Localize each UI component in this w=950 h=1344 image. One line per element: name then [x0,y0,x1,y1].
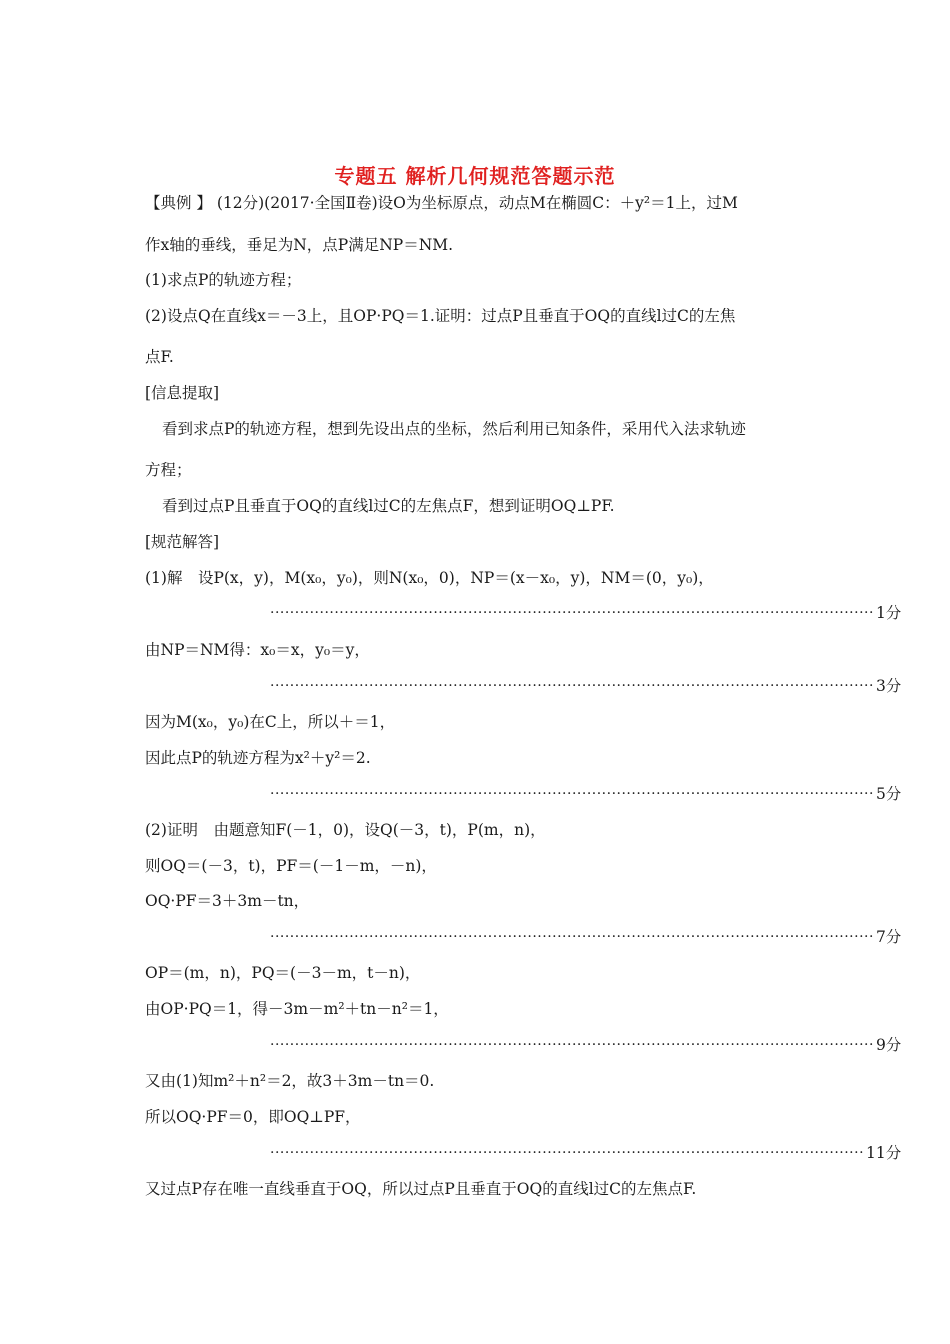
section-heading-info: [信息提取] [145,384,220,402]
score-marker: ·························································································································· 3分 [270,677,902,695]
info-text: 看到求点P的轨迹方程，想到先设出点的坐标，然后利用已知条件，采用代入法求轨迹 [162,420,746,438]
solution-line: 由OP·PQ＝1，得－3m－m²＋tn－n²＝1， [145,1000,449,1018]
example-prompt-line: 【典例 】 (12分)(2017·全国Ⅱ卷)设O为坐标原点，动点M在椭圆C：＋y²＝1上，过M [145,194,738,212]
solution-line: 因为M(x₀，y₀)在C上，所以＋＝1， [145,713,396,731]
question-2: (2)设点Q在直线x＝－3上，且OP·PQ＝1.证明：过点P且垂直于OQ的直线l过C的左焦 [145,307,736,325]
score-marker: ·························································································································· 9分 [270,1036,902,1054]
solution-line: 又过点P存在唯一直线垂直于OQ，所以过点P且垂直于OQ的直线l过C的左焦点F. [145,1180,697,1198]
question-2-continued: 点F. [145,348,174,366]
solution-line: 又由(1)知m²＋n²＝2，故3＋3m－tn＝0. [145,1072,435,1090]
score-marker: ·························································································································· 5分 [270,785,902,803]
solution-line: (2)证明 由题意知F(－1，0)，设Q(－3，t)，P(m，n)， [145,821,546,839]
solution-line: 则OQ＝(－3，t)，PF＝(－1－m，－n)， [145,857,437,875]
score-marker: ·························································································································· 1分 [270,604,902,622]
example-prompt-line: 作x轴的垂线，垂足为N，点P满足NP＝NM. [145,236,454,254]
section-heading-solution: [规范解答] [145,533,220,551]
info-text: 看到过点P且垂直于OQ的直线l过C的左焦点F，想到证明OQ⊥PF. [162,497,615,515]
score-value: 11分 [866,1144,902,1162]
info-text: 方程； [145,461,192,479]
score-value: 9分 [875,1036,902,1054]
solution-line: 因此点P的轨迹方程为x²＋y²＝2. [145,749,371,767]
solution-line: (1)解 设P(x，y)，M(x₀，y₀)，则N(x₀，0)，NP＝(x－x₀，y)，NM＝(0，y₀)， [145,569,714,587]
question-1: (1)求点P的轨迹方程； [145,271,302,289]
page-title: 专题五 解析几何规范答题示范 [334,164,616,188]
score-value: 3分 [875,677,902,695]
score-value: 5分 [875,785,902,803]
score-value: 1分 [875,604,902,622]
solution-line: OQ·PF＝3＋3m－tn， [145,892,310,910]
score-marker: ························································································································ 11分 [270,1144,902,1162]
solution-line: 所以OQ·PF＝0，即OQ⊥PF， [145,1108,361,1126]
solution-line: OP＝(m，n)，PQ＝(－3－m，t－n)， [145,964,421,982]
score-value: 7分 [875,928,902,946]
score-marker: ·························································································································· 7分 [270,928,902,946]
solution-line: 由NP＝NM得：x₀＝x，y₀＝y， [145,641,370,659]
